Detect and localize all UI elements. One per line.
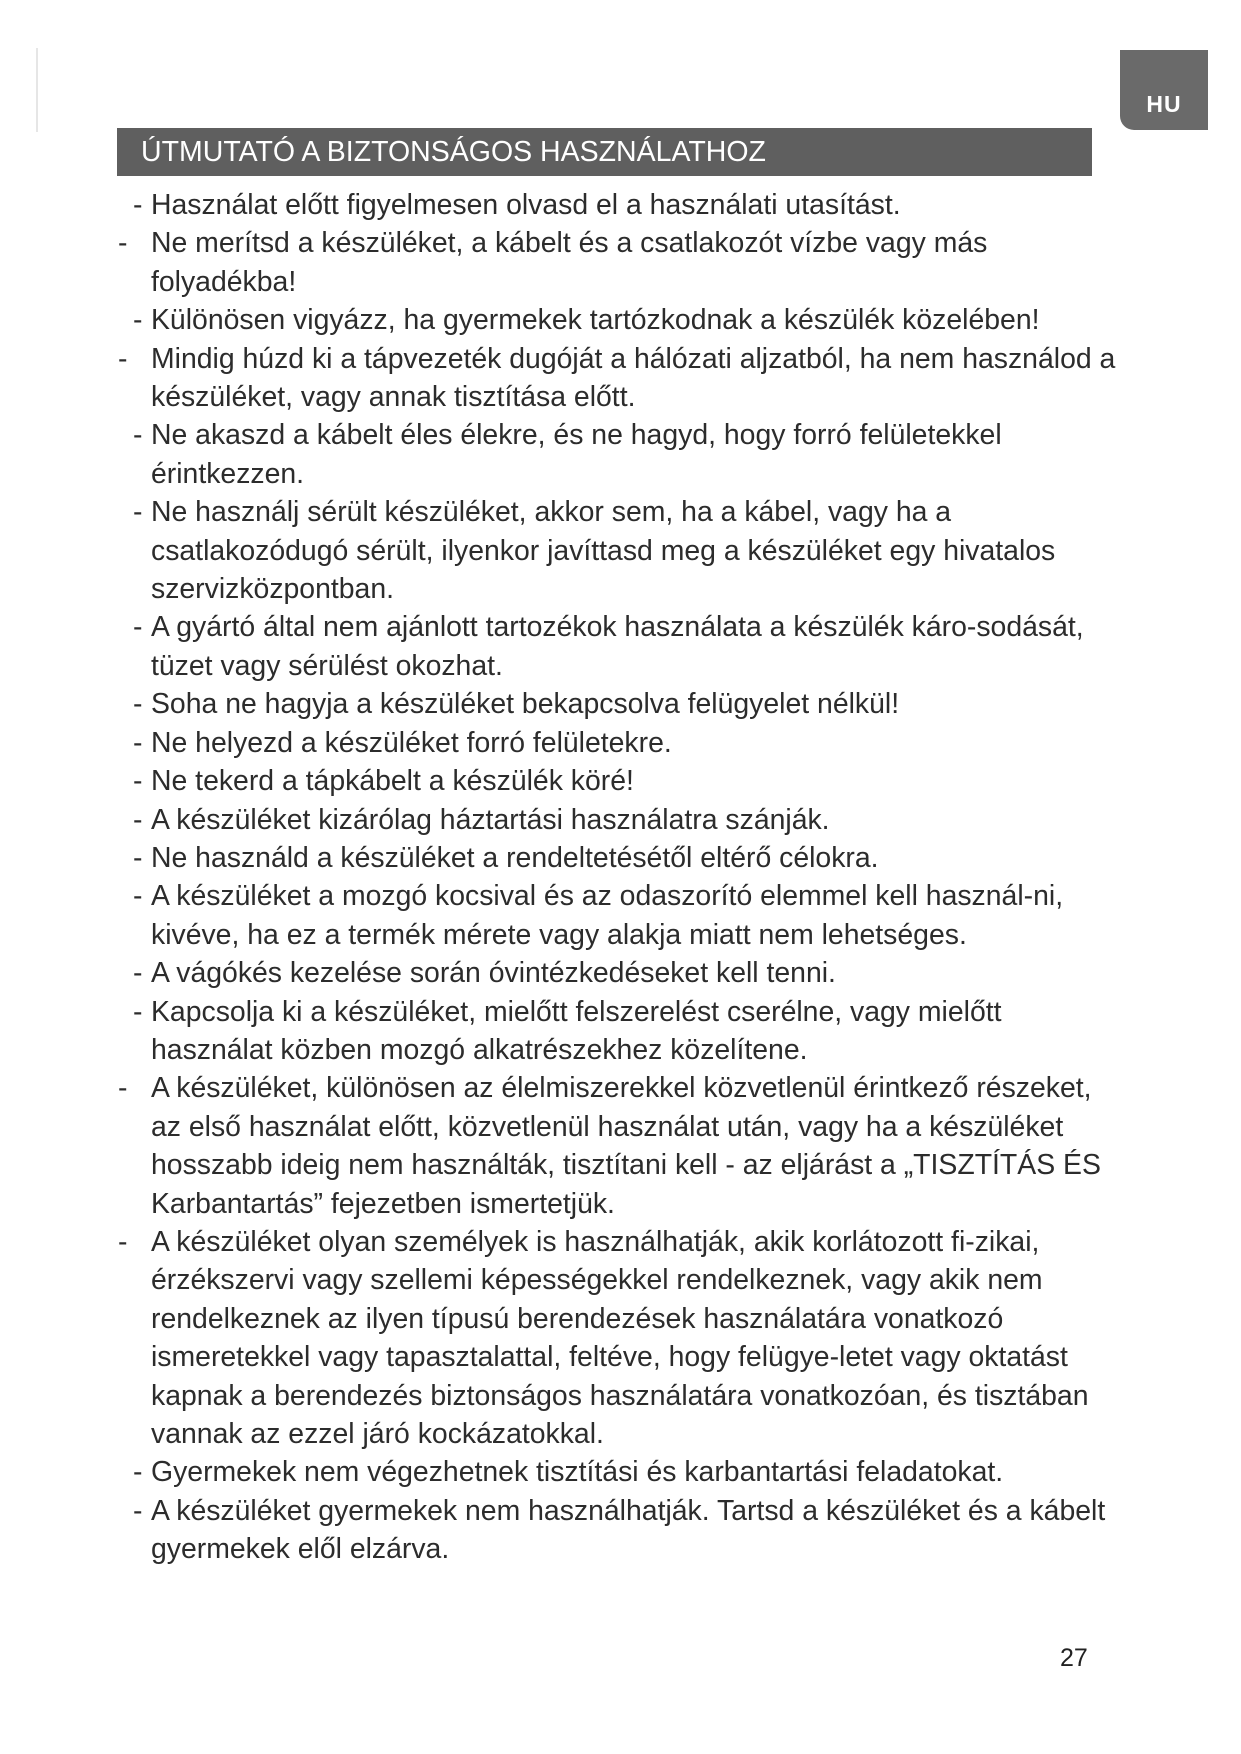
instruction-text: A készüléket gyermekek nem használhatják. Tartsd a készüléket és a kábelt gyermekek elől elzárva. [151, 1494, 1106, 1566]
safety-instruction-item [118, 993, 1128, 1070]
safety-instruction-item [118, 1223, 1128, 1453]
instruction-text: Használat előtt figyelmesen olvasd el a használati utasítást. [151, 189, 901, 221]
list-dash: - [133, 995, 143, 1028]
instruction-text: Mindig húzd ki a tápvezeték dugóját a hálózati aljzatból, ha nem használod a készüléket, vagy annak tisztítása előtt. [151, 342, 1116, 414]
list-dash: - [133, 765, 143, 798]
safety-instruction-item [118, 493, 1128, 608]
safety-instruction-item [118, 416, 1128, 493]
instruction-text: Ne akaszd a kábelt éles élekre, és ne hagyd, hogy forró felületekkel érintkezzen. [151, 419, 1002, 490]
page-edge-mark [36, 48, 38, 132]
instruction-text: A gyártó által nem ajánlott tartozékok használata a készülék káro-sodását, tüzet vagy sérülést okozhat. [151, 611, 1084, 682]
safety-instruction-item [118, 1492, 1128, 1569]
safety-instruction-item [118, 839, 1128, 877]
instruction-text: Különösen vigyázz, ha gyermekek tartózkodnak a készülék közelében! [151, 304, 1040, 337]
list-dash: - [133, 1456, 143, 1489]
list-dash: - [133, 1494, 143, 1527]
instruction-text: Ne helyezd a készüléket forró felületekre. [151, 726, 672, 759]
instruction-text: Gyermekek nem végezhetnek tisztítási és karbantartási feladatokat. [151, 1456, 1004, 1489]
instruction-text: Ne használj sérült készüléket, akkor sem, ha a kábel, vagy ha a csatlakozódugó sérült, ilyenkor javíttasd meg a készüléket egy hivatalos szervizközpontban. [151, 496, 1056, 606]
instruction-text: Soha ne hagyja a készüléket bekapcsolva felügyelet nélkül! [151, 688, 900, 721]
list-dash: - [133, 957, 143, 990]
instruction-text: Ne használd a készüléket a rendeltetésétől eltérő célokra. [151, 841, 879, 874]
instruction-text: A vágókés kezelése során óvintézkedéseket kell tenni. [151, 957, 836, 990]
instruction-text: A készüléket olyan személyek is használhatják, akik korlátozott fi-zikai, érzékszervi vagy szellemi képességekkel rendelkeznek, vagy akik nem rendelkeznek az ilyen típusú berendezések használatára vonatkozó ismeretekkel vagy tapasztalattal, feltéve, hogy felügye-letet vagy oktatást kapnak a berendezés biztonságos használatára vonatkozóan, és tisztában vannak az ezzel járó kockázatokkal. [151, 1225, 1089, 1450]
list-dash: - [133, 304, 143, 337]
safety-instruction-item [118, 340, 1128, 417]
list-dash: - [133, 841, 143, 874]
instruction-text: A készüléket a mozgó kocsival és az odaszorító elemmel kell használ-ni, kivéve, ha ez a termék mérete vagy alakja miatt nem lehetséges. [151, 880, 1064, 951]
safety-instruction-item [118, 685, 1128, 723]
safety-instruction-item [118, 1453, 1128, 1491]
list-dash: - [133, 688, 143, 721]
safety-instruction-item [118, 186, 1128, 224]
instruction-text: Ne tekerd a tápkábelt a készülék köré! [151, 765, 634, 798]
safety-instruction-item [118, 608, 1128, 685]
safety-instruction-item [118, 877, 1128, 954]
safety-instruction-item [118, 224, 1128, 301]
instruction-text: A készüléket kizárólag háztartási használatra szánják. [151, 803, 830, 836]
instruction-text: A készüléket, különösen az élelmiszerekkel közvetlenül érintkező részeket, az első használat előtt, közvetlenül használat után, vagy ha a készüléket hosszabb ideig nem használták, tisztítani kell - az eljárást a „TISZTÍTÁS ÉS Karbantartás” fejezetben ismertetjük. [151, 1072, 1101, 1220]
list-dash: - [133, 611, 143, 644]
list-dash: - [133, 496, 143, 529]
list-dash: - [133, 419, 143, 452]
list-dash: - [118, 1072, 128, 1105]
list-dash: - [133, 189, 143, 221]
safety-instructions-list [118, 186, 1128, 1569]
safety-instruction-item [118, 724, 1128, 762]
list-dash: - [118, 342, 128, 375]
list-dash: - [133, 726, 143, 759]
list-dash: - [133, 880, 143, 913]
safety-instruction-item [118, 801, 1128, 839]
language-tab-label: HU [1146, 91, 1182, 117]
language-tab [1120, 50, 1208, 130]
safety-instruction-item [118, 1069, 1128, 1223]
safety-instruction-item [118, 301, 1128, 339]
instruction-text: Ne merítsd a készüléket, a kábelt és a csatlakozót vízbe vagy más folyadékba! [151, 227, 988, 298]
list-dash: - [133, 803, 143, 836]
instruction-text: Kapcsolja ki a készüléket, mielőtt felszerelést cserélne, vagy mielőtt használat közben mozgó alkatrészekhez közelítene. [151, 995, 1002, 1066]
safety-instruction-item [118, 954, 1128, 992]
safety-instruction-item [118, 762, 1128, 800]
list-dash: - [118, 1225, 128, 1258]
page-number: 27 [1060, 1644, 1088, 1672]
section-heading: ÚTMUTATÓ A BIZTONSÁGOS HASZNÁLATHOZ [117, 128, 1092, 176]
list-dash: - [118, 227, 128, 260]
